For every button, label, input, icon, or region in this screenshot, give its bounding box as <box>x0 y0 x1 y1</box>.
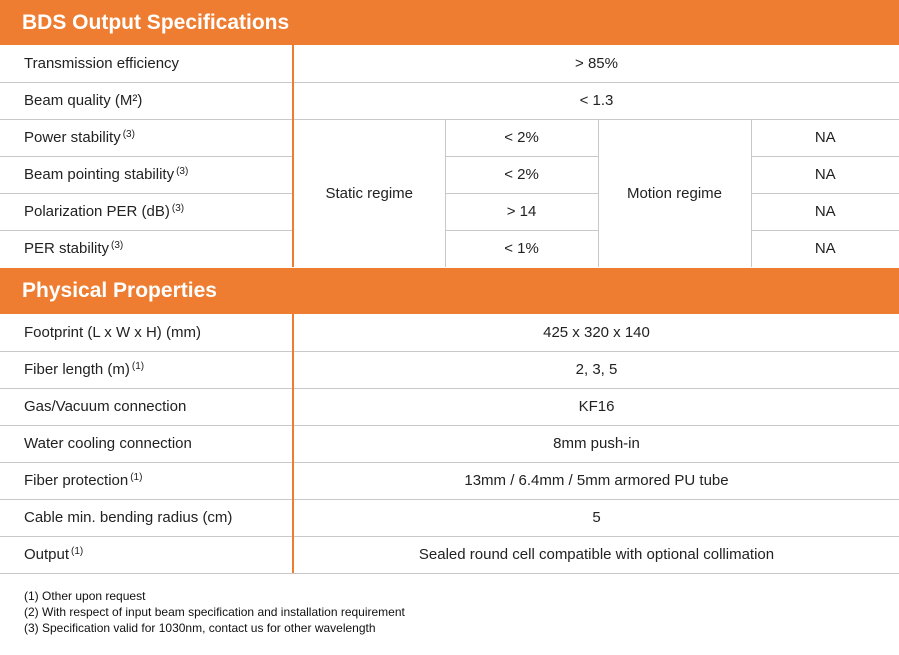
static-value: < 2% <box>445 119 598 156</box>
property-label: Output $^{(1)}$ <box>0 536 293 573</box>
table-row <box>0 45 899 82</box>
table-row <box>0 425 899 462</box>
motion-value: NA <box>751 119 899 156</box>
output-spec-title: BDS Output Specifications <box>22 10 290 34</box>
footnote-2: (2) With respect of input beam specification and installation requirement <box>24 605 405 619</box>
table-row <box>0 499 899 536</box>
property-value: 2, 3, 5 <box>293 351 899 388</box>
property-label: Footprint (L x W x H) (mm) <box>0 314 293 351</box>
table-row <box>0 536 899 573</box>
static-regime-label: Static regime <box>325 184 414 202</box>
transmission-label: Transmission efficiency <box>0 45 293 82</box>
table-row <box>0 351 899 388</box>
static-value: < 2% <box>445 156 598 193</box>
transmission-value: > 85% <box>293 45 899 82</box>
footnote-1: (1) Other upon request <box>24 589 146 603</box>
physical-properties-table <box>0 314 899 573</box>
beam-quality-label: Beam quality (M²) <box>0 82 293 119</box>
motion-regime-label: Motion regime <box>598 119 751 267</box>
property-label: Gas/Vacuum connection <box>0 388 293 425</box>
static-value: > 14 <box>445 193 598 230</box>
stability-label: PER stability $^{(3)}$ <box>0 230 293 267</box>
footnotes <box>24 588 405 636</box>
static-value: < 1% <box>445 230 598 267</box>
motion-value: NA <box>751 230 899 267</box>
property-label: Water cooling connection <box>0 425 293 462</box>
property-label: Cable min. bending radius (cm) <box>0 499 293 536</box>
table-row <box>0 193 899 230</box>
table-row <box>0 156 899 193</box>
property-value: KF16 <box>293 388 899 425</box>
motion-value: NA <box>751 193 899 230</box>
physical-properties-title: Physical Properties <box>22 279 217 302</box>
stability-label: Polarization PER (dB) $^{(3)}$ <box>0 193 293 230</box>
property-label: Fiber protection $^{(1)}$ <box>0 462 293 499</box>
beam-quality-value: < 1.3 <box>293 82 899 119</box>
property-label: Fiber length (m) $^{(1)}$ <box>0 351 293 388</box>
footnote-3: (3) Specification valid for 1030nm, contact us for other wavelength <box>24 621 376 635</box>
stability-label: Power stability $^{(3)}$ <box>0 119 293 156</box>
table-row <box>0 82 899 119</box>
stability-label: Beam pointing stability $^{(3)}$ <box>0 156 293 193</box>
property-value: 5 <box>293 499 899 536</box>
table-row <box>0 314 899 351</box>
table-row <box>0 230 899 267</box>
physical-properties-header <box>0 268 899 314</box>
output-spec-header <box>0 0 899 45</box>
table-row <box>0 119 899 156</box>
property-value: Sealed round cell compatible with optional collimation <box>418 546 775 564</box>
motion-value: NA <box>751 156 899 193</box>
property-value: 425 x 320 x 140 <box>293 314 899 351</box>
output-spec-table <box>0 45 899 267</box>
table-row <box>0 388 899 425</box>
table-row <box>0 462 899 499</box>
property-value: 8mm push-in <box>293 425 899 462</box>
table-bottom-divider <box>0 573 899 574</box>
property-value: 13mm / 6.4mm / 5mm armored PU tube <box>293 462 899 499</box>
